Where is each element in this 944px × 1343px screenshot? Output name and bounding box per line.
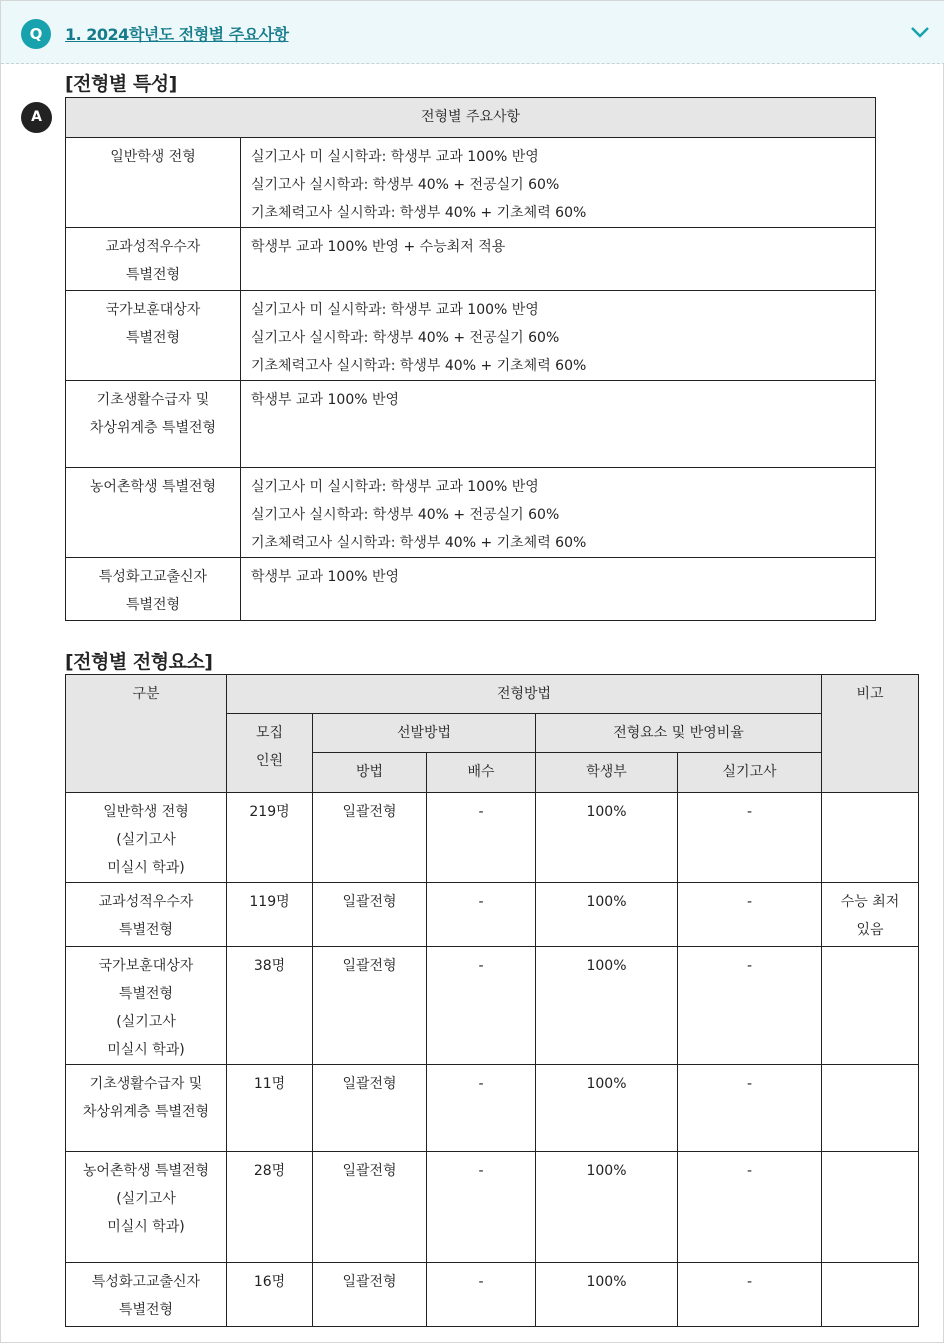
cell-how: 일괄전형 xyxy=(313,1263,427,1327)
admission-type xyxy=(66,381,241,468)
admission-type xyxy=(66,1065,227,1152)
table-row xyxy=(66,291,876,381)
cell-line: 일반학생 전형 xyxy=(103,804,189,820)
cell-line: 국가보훈대상자 xyxy=(105,302,201,318)
cell-line: 특별전형 xyxy=(118,922,174,938)
table-row xyxy=(66,228,876,291)
cell-record: 100% xyxy=(536,1263,678,1327)
cell-line: 특성화고교출신자 xyxy=(91,1274,201,1290)
cell-line: 특별전형 xyxy=(125,267,181,283)
header-selection: 선발방법 xyxy=(313,714,536,753)
characteristics-table xyxy=(65,97,876,621)
cell-how: 일괄전형 xyxy=(313,883,427,947)
answer-badge: A xyxy=(21,102,52,133)
cell-line: 교과성적우수자 xyxy=(105,239,201,255)
cell-record: 100% xyxy=(536,883,678,947)
admission-description xyxy=(241,138,876,228)
question-title[interactable]: 1. 2024학년도 전형별 주요사항 xyxy=(65,25,289,44)
cell-line: 특별전형 xyxy=(125,330,181,346)
header-elements: 전형요소 및 반영비율 xyxy=(536,714,822,753)
question-badge: Q xyxy=(21,19,51,49)
header-method: 전형방법 xyxy=(227,675,822,714)
table-row xyxy=(66,1152,919,1263)
cell-record: 100% xyxy=(536,1152,678,1263)
cell-practical: - xyxy=(678,947,822,1065)
cell-note xyxy=(822,947,919,1065)
section-title-elements: [전형별 전형요소] xyxy=(65,651,213,673)
cell-practical: - xyxy=(678,1263,822,1327)
admission-description xyxy=(241,558,876,621)
cell-note xyxy=(822,793,919,883)
table-row xyxy=(66,883,919,947)
cell-quota: 38명 xyxy=(227,947,313,1065)
cell-multiple: - xyxy=(427,947,536,1065)
cell-line: (실기고사 xyxy=(116,832,176,848)
cell-line: 기초체력고사 실시학과: 학생부 40% + 기초체력 60% xyxy=(251,535,587,551)
cell-note xyxy=(822,1263,919,1327)
cell-line: 특별전형 xyxy=(118,1302,174,1318)
cell-multiple: - xyxy=(427,793,536,883)
cell-line: (실기고사 xyxy=(116,1191,176,1207)
cell-line: 특별전형 xyxy=(125,597,181,613)
cell-line: 학생부 교과 100% 반영 + 수능최저 적용 xyxy=(251,239,506,255)
admission-type xyxy=(66,138,241,228)
cell-how: 일괄전형 xyxy=(313,1152,427,1263)
admission-type xyxy=(66,291,241,381)
elements-table xyxy=(65,674,919,1327)
cell-note xyxy=(822,883,919,947)
table-row xyxy=(66,1065,919,1152)
table-row xyxy=(66,1263,919,1327)
cell-line: 실기고사 미 실시학과: 학생부 교과 100% 반영 xyxy=(251,149,539,165)
cell-line: 실기고사 실시학과: 학생부 40% + 전공실기 60% xyxy=(251,507,560,523)
cell-line: 차상위계층 특별전형 xyxy=(89,420,217,436)
cell-line: 미실시 학과) xyxy=(107,1042,185,1058)
header-quota-line: 모집 xyxy=(255,725,284,741)
cell-how: 일괄전형 xyxy=(313,793,427,883)
admission-type xyxy=(66,468,241,558)
cell-line: 실기고사 실시학과: 학생부 40% + 전공실기 60% xyxy=(251,330,560,346)
table-header: 전형별 주요사항 xyxy=(66,98,876,138)
cell-line: 일반학생 전형 xyxy=(110,149,196,165)
admission-type xyxy=(66,947,227,1065)
cell-note xyxy=(822,1152,919,1263)
cell-line: 수능 최저 xyxy=(840,894,900,910)
cell-note xyxy=(822,1065,919,1152)
cell-line: 농어촌학생 특별전형 xyxy=(89,479,217,495)
faq-question-header[interactable] xyxy=(1,1,944,64)
admission-type xyxy=(66,883,227,947)
cell-record: 100% xyxy=(536,793,678,883)
cell-line: 교과성적우수자 xyxy=(98,894,194,910)
cell-how: 일괄전형 xyxy=(313,947,427,1065)
cell-quota: 16명 xyxy=(227,1263,313,1327)
cell-quota: 11명 xyxy=(227,1065,313,1152)
header-quota xyxy=(227,714,313,793)
header-category: 구분 xyxy=(66,675,227,793)
cell-record: 100% xyxy=(536,1065,678,1152)
cell-multiple: - xyxy=(427,1152,536,1263)
cell-record: 100% xyxy=(536,947,678,1065)
header-how: 방법 xyxy=(313,753,427,793)
cell-line: 국가보훈대상자 xyxy=(98,958,194,974)
cell-line: 있음 xyxy=(856,922,884,938)
admission-description xyxy=(241,381,876,468)
cell-quota: 119명 xyxy=(227,883,313,947)
admission-description xyxy=(241,228,876,291)
header-quota-line: 인원 xyxy=(255,753,284,769)
header-record: 학생부 xyxy=(536,753,678,793)
header-note: 비고 xyxy=(822,675,919,793)
cell-line: 실기고사 미 실시학과: 학생부 교과 100% 반영 xyxy=(251,302,539,318)
cell-multiple: - xyxy=(427,1263,536,1327)
cell-quota: 219명 xyxy=(227,793,313,883)
cell-line: 기초체력고사 실시학과: 학생부 40% + 기초체력 60% xyxy=(251,205,587,221)
cell-line: 특성화고교출신자 xyxy=(98,569,208,585)
table-row xyxy=(66,947,919,1065)
cell-practical: - xyxy=(678,883,822,947)
admission-type xyxy=(66,1152,227,1263)
table-row xyxy=(66,558,876,621)
cell-line: 미실시 학과) xyxy=(107,860,185,876)
chevron-down-icon[interactable] xyxy=(909,21,931,43)
cell-line: 특별전형 xyxy=(118,986,174,1002)
cell-practical: - xyxy=(678,1152,822,1263)
cell-line: 학생부 교과 100% 반영 xyxy=(251,392,400,408)
cell-practical: - xyxy=(678,1065,822,1152)
admission-description xyxy=(241,468,876,558)
admission-type xyxy=(66,1263,227,1327)
table-row xyxy=(66,793,919,883)
section-title-characteristics: [전형별 특성] xyxy=(65,73,177,95)
cell-how: 일괄전형 xyxy=(313,1065,427,1152)
cell-line: 차상위계층 특별전형 xyxy=(82,1104,210,1120)
admission-type xyxy=(66,793,227,883)
cell-line: 미실시 학과) xyxy=(107,1219,185,1235)
admission-type xyxy=(66,558,241,621)
cell-line: 기초생활수급자 및 xyxy=(89,1076,203,1092)
cell-line: (실기고사 xyxy=(116,1014,176,1030)
cell-line: 실기고사 미 실시학과: 학생부 교과 100% 반영 xyxy=(251,479,539,495)
header-practical: 실기고사 xyxy=(678,753,822,793)
admission-description xyxy=(241,291,876,381)
cell-line: 농어촌학생 특별전형 xyxy=(82,1163,210,1179)
cell-line: 학생부 교과 100% 반영 xyxy=(251,569,400,585)
table-row xyxy=(66,468,876,558)
cell-line: 기초생활수급자 및 xyxy=(96,392,210,408)
cell-multiple: - xyxy=(427,1065,536,1152)
header-multiple: 배수 xyxy=(427,753,536,793)
cell-line: 기초체력고사 실시학과: 학생부 40% + 기초체력 60% xyxy=(251,358,587,374)
table-row xyxy=(66,381,876,468)
cell-multiple: - xyxy=(427,883,536,947)
cell-practical: - xyxy=(678,793,822,883)
cell-line: 실기고사 실시학과: 학생부 40% + 전공실기 60% xyxy=(251,177,560,193)
table-row xyxy=(66,138,876,228)
admission-type xyxy=(66,228,241,291)
cell-quota: 28명 xyxy=(227,1152,313,1263)
